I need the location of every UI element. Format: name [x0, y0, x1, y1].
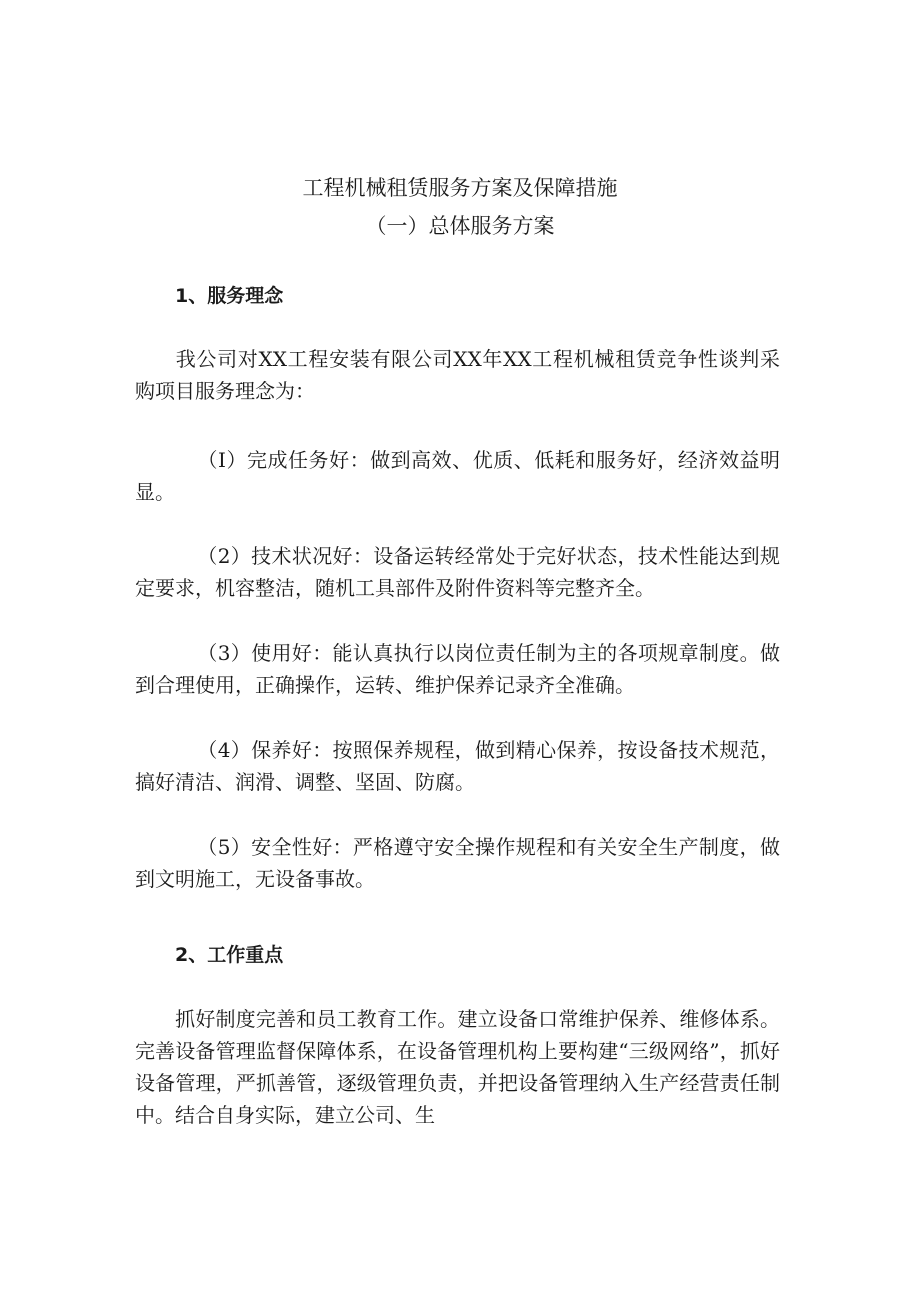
service-item-text: （2）技术状况好：设备运转经常处于完好状态，技术性能达到规定要求，机容整洁，随机工具部件及附件资料等完整齐全。	[135, 544, 780, 600]
intro-paragraph	[135, 343, 780, 407]
section-heading-work-focus: 2、工作重点	[175, 944, 284, 966]
service-item-text: （4）保养好：按照保养规程，做到精心保养，按设备技术规范，搞好清洁、润滑、调整、坚固、防腐。	[135, 738, 780, 794]
service-item-text: （3）使用好：能认真执行以岗位责任制为主的各项规章制度。做到合理使用，正确操作，运转、维护保养记录齐全准确。	[135, 641, 780, 697]
service-item-paragraph	[135, 444, 780, 508]
intro-text: 我公司对XX工程安装有限公司XX年XX工程机械租赁竞争性谈判采购项目服务理念为：	[135, 347, 780, 403]
service-item-paragraph	[135, 637, 780, 701]
work-focus-paragraph	[135, 1003, 780, 1131]
service-item-text: （I）完成任务好：做到高效、优质、低耗和服务好，经济效益明显。	[135, 448, 780, 504]
service-item-text: （5）安全性好：严格遵守安全操作规程和有关安全生产制度，做到文明施工，无设备事故。	[135, 835, 780, 891]
document-subtitle: （一）总体服务方案	[365, 214, 555, 238]
service-item-paragraph	[135, 540, 780, 604]
document-title: 工程机械租赁服务方案及保障措施	[302, 176, 618, 200]
section-heading-service-philosophy: 1、服务理念	[175, 285, 284, 307]
service-item-paragraph	[135, 734, 780, 798]
service-item-paragraph	[135, 831, 780, 895]
work-focus-text: 抓好制度完善和员工教育工作。建立设备口常维护保养、维修体系。完善设备管理监督保障体系，在设备管理机构上要构建“三级网络”，抓好设备管理，严抓善管，逐级管理负责，并把设备管理纳入生产经营责任制中。结合自身实际，建立公司、生	[135, 1007, 780, 1127]
